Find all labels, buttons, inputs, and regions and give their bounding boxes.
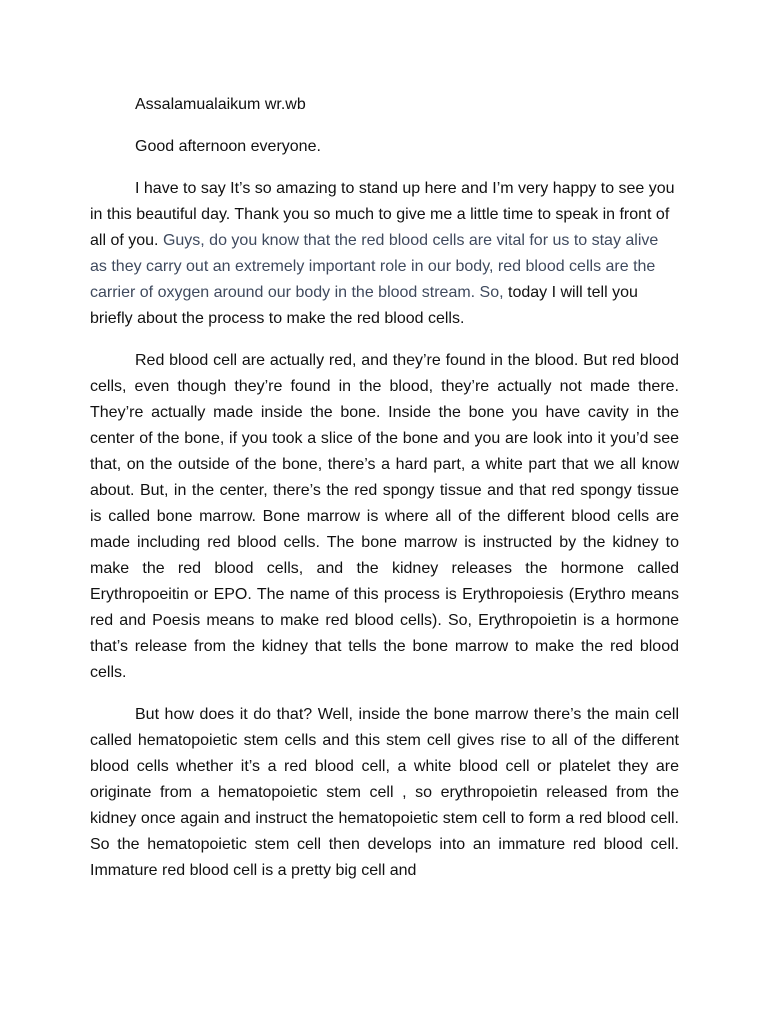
paragraph-intro-outro: today I will tell you briefly about the process to make the red blood cells. [90, 284, 638, 327]
paragraph-intro-text: I have to say It’s so amazing to stand up here and I’m very happy to see you in this beautiful day. Thank you so much to give me a little time to speak in front of all of you. [90, 180, 675, 249]
paragraph-stem-cells: But how does it do that? Well, inside the bone marrow there’s the main cell called hematopoietic stem cells and this stem cell gives rise to all of the different blood cells whether it’s a red blood cell, a white blood cell or platelet they are originate from a hematopoietic stem cell , so erythropoietin released from the kidney once again and instruct the hematopoietic stem cell to form a red blood cell. So the hematopoietic stem cell then develops into an immature red blood cell. Immature red blood cell is a pretty big cell and [90, 706, 679, 879]
paragraph-bone-marrow: Red blood cell are actually red, and they’re found in the blood. But red blood cells, even though they’re found in the blood, they’re actually not made there. They’re actually made inside the bone. Inside the bone you have cavity in the center of the bone, if you took a slice of the bone and you are look into it you’d see that, on the outside of the bone, there’s a hard part, a white part that we all know about. But, in the center, there’s the red spongy tissue and that red spongy tissue is called bone marrow. Bone marrow is where all of the different blood cells are made including red blood cells. The bone marrow is instructed by the kidney to make the red blood cells, and the kidney releases the hormone called Erythropoeitin or EPO. The name of this process is Erythropoiesis (Erythro means red and Poesis means to make red blood cells). So, Erythropoietin is a hormone that’s release from the kidney that tells the bone marrow to make the red blood cells. [90, 352, 679, 681]
paragraph-intro [90, 176, 679, 332]
paragraph-intro-highlight: Guys, do you know that the red blood cells are vital for us to stay alive as they carry out an extremely important role in our body, red blood cells are the carrier of oxygen around our body in the blood stream. So, [90, 232, 659, 301]
document-page [90, 92, 679, 900]
salutation: Assalamualaikum wr.wb [135, 96, 306, 113]
greeting-line: Good afternoon everyone. [135, 138, 321, 155]
